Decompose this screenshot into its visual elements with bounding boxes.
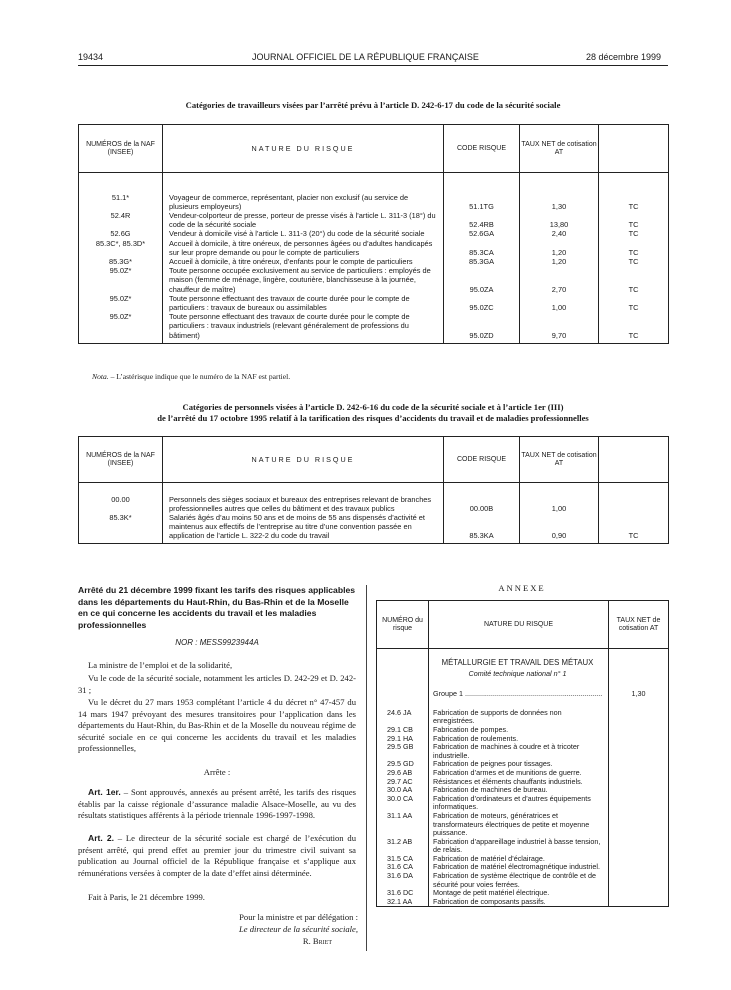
table1-caption: Catégories de travailleurs visées par l’arrêté prévu à l’article D. 242-6-17 du code de la sécurité sociale [185, 100, 561, 110]
arrete-article-1: Art. 1er. – Sont approuvés, annexés au présent arrêté, les tarifs des risques établis par la caisse régionale d’assurance maladie Alsace-Moselle, au vu des résultats statistiques afférents à la période triennale 1996-1997-1998. [78, 787, 356, 821]
annexe-table [376, 600, 669, 907]
table-row: 31.6 DA Fabrication de système électrique de contrôle et de sécurité pour voies ferrées. [377, 872, 669, 889]
arrete-p2: Vu le code de la sécurité sociale, notamment les articles D. 242-29 et D. 242-31 ; [78, 673, 356, 695]
annexe-header-num: NUMÉRO du risque [377, 601, 429, 649]
arrete-article-2: Art. 2. – Le directeur de la sécurité sociale est chargé de l’exécution du présent arrêté, qui prend effet au premier jour du trimestre civil suivant sa publication au Journal officiel de la République française et s’applique aux rémunérations versées à compter de la date d’effet ainsi déterminée. [78, 833, 356, 878]
arrete-title: Arrêté du 21 décembre 1999 fixant les tarifs des risques applicables dans les départements du Haut-Rhin, du Bas-Rhin et de la Moselle en ce qui concerne les accidents du travail et les maladies professionnelles [78, 585, 356, 630]
table-row: 31.5 CA Fabrication de matériel d’éclairage. [377, 855, 669, 864]
table-row: 00.00 Personnels des sièges sociaux et bureaux des entreprises relevant de branches professionnelles autres que celles du bâtiment et des travaux publics 00.00B 1,00 [79, 495, 669, 513]
table2-header-taux: TAUX NET de cotisation AT [520, 437, 599, 483]
table1 [78, 124, 669, 344]
arrete-p1: La ministre de l’emploi et de la solidarité, [88, 660, 233, 670]
table2-header-code: CODE RISQUE [444, 437, 520, 483]
table2-header-tc [599, 437, 669, 483]
table-row: 85.3C*, 85.3D* Accueil à domicile, à titre onéreux, de personnes âgées ou d’adultes handicapés sur leur propre demande ou pour le compte de particuliers 85.3CA 1,20 TC [79, 239, 669, 257]
table-row: 85.3K* Salariés âgés d’au moins 50 ans et de moins de 55 ans dispensés d’activité et maintenus aux effectifs de l’entreprise au titre d’une convention passée en application de l’article L. 322-2 du code du travail 85.3KA 0,90 TC [79, 513, 669, 541]
table2-header-nature: NATURE DU RISQUE [163, 437, 444, 483]
arrete-p3: Vu le décret du 27 mars 1953 complétant l’article 4 du décret n° 47-457 du 14 mars 1947 prévoyant des mesures transitoires pour l’application dans les départements du Haut-Rhin, du Bas-Rhin et de la Moselle du nouveau régime de sécurité sociale en ce qui concerne les accidents du travail et les maladies professionnelles, [78, 697, 356, 754]
table-row: 31.1 AA Fabrication de moteurs, génératrices et transformateurs électriques de petite et moyenne puissance. [377, 812, 669, 838]
table1-header-taux: TAUX NET de cotisation AT [520, 125, 599, 173]
table2-caption: Catégories de personnels visées à l’article D. 242-6-16 du code de la sécurité sociale et à l’article 1er (III) de l’arrêté du 17 octobre 1995 relatif à la tarification des risques d’accidents du travail et de maladies professionnelles [157, 402, 589, 423]
table-row: 31.6 CA Fabrication de matériel électromagnétique industriel. [377, 863, 669, 872]
table1-header-num: NUMÉROS de la NAF (INSEE) [79, 125, 163, 173]
annexe-comite: Comité technique national n° 1 [429, 668, 609, 691]
annexe-header-nature: NATURE DU RISQUE [429, 601, 609, 649]
table-row: 29.6 AB Fabrication d’armes et de munitions de guerre. [377, 769, 669, 778]
annexe-groupe: Groupe 1 ..... [429, 690, 609, 709]
table-row: 29.7 AC Résistances et éléments chauffants industriels. [377, 778, 669, 787]
annexe-section: MÉTALLURGIE ET TRAVAIL DES MÉTAUX [429, 649, 609, 668]
arrete-signature-3: R. Briet [302, 936, 332, 946]
issue-date: 28 décembre 1999 [585, 52, 661, 62]
annexe-groupe-taux: 1,30 [609, 690, 669, 709]
table-row: 52.6G Vendeur à domicile visé à l’article L. 311-3 (20°) du code de la sécurité sociale 52.6GA 2,40 TC [79, 229, 669, 238]
table-row: 29.1 CB Fabrication de pompes. [377, 726, 669, 735]
arrete-signature-1: Pour la ministre et par délégation : [239, 912, 358, 922]
arrete-nor: NOR : MESS9923944A [175, 638, 259, 647]
column-divider [366, 585, 367, 951]
table-row: 29.1 HA Fabrication de roulements. [377, 735, 669, 744]
table-row: 29.5 GB Fabrication de machines à coudre et à tricoter industrielle. [377, 743, 669, 760]
annexe-title: ANNEXE [498, 583, 546, 593]
table-row: 30.0 CA Fabrication d’ordinateurs et d’autres équipements informatiques. [377, 795, 669, 812]
arrete-fait: Fait à Paris, le 21 décembre 1999. [88, 892, 205, 902]
table2 [78, 436, 669, 544]
table-row: 32.1 AA Fabrication de composants passifs. [377, 898, 669, 907]
header-rule [78, 65, 668, 66]
table1-header-code: CODE RISQUE [444, 125, 520, 173]
table-row: 30.0 AA Fabrication de machines de bureau. [377, 786, 669, 795]
table-row: 31.2 AB Fabrication d’appareillage industriel à basse tension, de relais. [377, 838, 669, 855]
table-row: 95.0Z* Toute personne occupée exclusivement au service de particuliers : employés de maison (femme de ménage, lingère, couturière, blanchisseuse à la journée, chauffeur de maître) 95.0ZA 2,70 TC [79, 266, 669, 294]
page-number: 19434 [78, 52, 104, 62]
table-row: 51.1* Voyageur de commerce, représentant, placier non exclusif (au service de plusieurs employeurs) 51.1TG 1,30 TC [79, 193, 669, 211]
table1-header-tc [599, 125, 669, 173]
table1-header-nature: NATURE DU RISQUE [163, 125, 444, 173]
arrete-arrete: Arrête : [203, 767, 231, 777]
table-row: 85.3G* Accueil à domicile, à titre onéreux, d’enfants pour le compte de particuliers 85.3GA 1,20 TC [79, 257, 669, 266]
journal-title: JOURNAL OFFICIEL DE LA RÉPUBLIQUE FRANÇAISE [252, 52, 479, 62]
table-row: 95.0Z* Toute personne effectuant des travaux de courte durée pour le compte de particuliers : travaux industriels (relevant généralement de professions du bâtiment) 95.0ZD 9,70 TC [79, 312, 669, 340]
table-row: 52.4R Vendeur-colporteur de presse, porteur de presse visés à l’article L. 311-3 (18°) du code de la sécurité sociale 52.4RB 13,80 TC [79, 211, 669, 229]
arrete-signature-2: Le directeur de la sécurité sociale, [238, 924, 358, 934]
table-row: 95.0Z* Toute personne effectuant des travaux de courte durée pour le compte de particuliers : travaux de bureaux ou assimilables 95.0ZC 1,00 TC [79, 294, 669, 312]
table2-header-num: NUMÉROS de la NAF (INSEE) [79, 437, 163, 483]
annexe-header-taux: TAUX NET de cotisation AT [609, 601, 669, 649]
table-row: 31.6 DC Montage de petit matériel électrique. [377, 889, 669, 898]
table1-note: Nota. – L’astérisque indique que le numéro de la NAF est partiel. [92, 372, 291, 381]
table-row: 29.5 GD Fabrication de peignes pour tissages. [377, 760, 669, 769]
table-row: 24.6 JA Fabrication de supports de données non enregistrées. [377, 709, 669, 726]
